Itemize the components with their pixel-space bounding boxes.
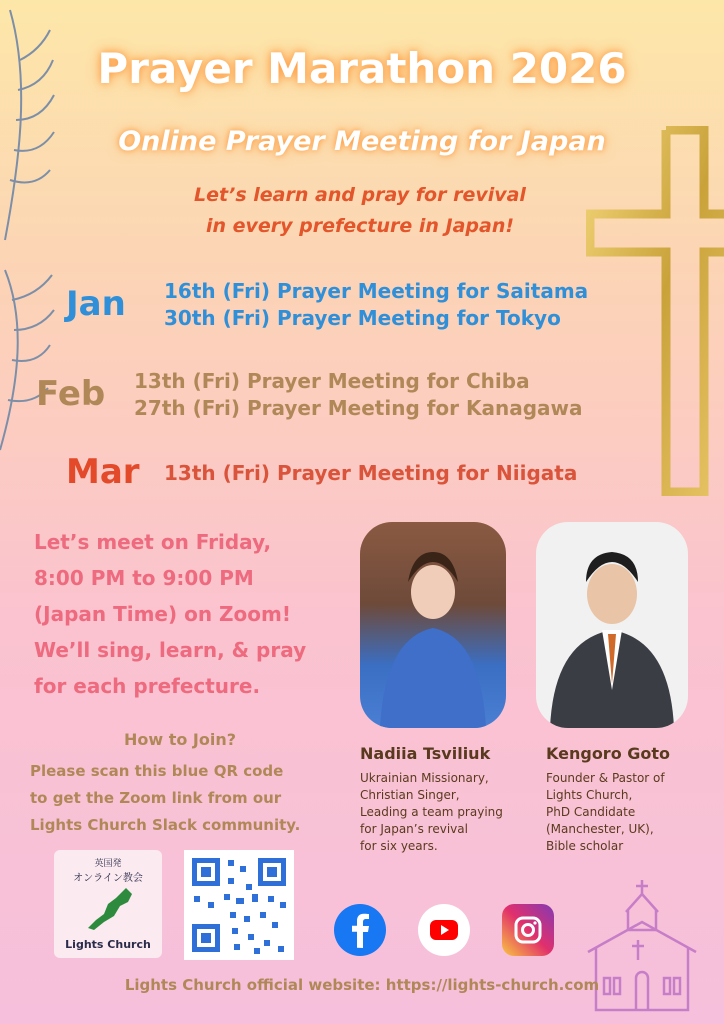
- event-item: 13th (Fri) Prayer Meeting for Niigata: [164, 461, 578, 485]
- bio-line: PhD Candidate: [546, 805, 636, 819]
- person-silhouette-icon: [536, 522, 688, 728]
- bio-line: Founder & Pastor of: [546, 771, 665, 785]
- logo-name: Lights Church: [65, 938, 151, 951]
- logo-text-line: オンライン教会: [73, 873, 143, 884]
- lights-church-logo: [54, 850, 162, 958]
- how-to-join-title: How to Join?: [123, 730, 237, 749]
- bio-line: for Japan’s revival: [360, 822, 468, 836]
- bio-line: Bible scholar: [546, 839, 624, 853]
- event-item: 16th (Fri) Prayer Meeting for Saitama: [164, 279, 589, 303]
- instagram-icon[interactable]: [502, 904, 554, 956]
- month-feb: Feb: [36, 374, 106, 414]
- qr-code[interactable]: [184, 850, 294, 960]
- footer-website: Lights Church official website: https://lights-church.com: [124, 976, 600, 994]
- gold-cross-icon: [586, 126, 724, 496]
- meeting-info-line: for each prefecture.: [34, 674, 261, 698]
- facebook-icon[interactable]: [334, 904, 386, 956]
- bio-line: Ukrainian Missionary,: [360, 771, 489, 785]
- month-jan: Jan: [66, 284, 126, 324]
- bio-line: for six years.: [360, 839, 438, 853]
- page-subtitle: Online Prayer Meeting for Japan: [118, 126, 606, 157]
- meeting-info-line: We’ll sing, learn, & pray: [34, 638, 307, 662]
- speaker-photo-kengoro: [536, 522, 688, 728]
- japan-map-icon: [78, 884, 138, 934]
- month-mar: Mar: [66, 452, 140, 492]
- tagline-line: in every prefecture in Japan!: [205, 215, 515, 237]
- logo-text-line: 英国発: [94, 859, 122, 869]
- meeting-info: [34, 524, 344, 704]
- meeting-info-line: (Japan Time) on Zoom!: [34, 602, 291, 626]
- how-to-join-line: to get the Zoom link from our: [30, 789, 282, 807]
- meeting-info-line: Let’s meet on Friday,: [34, 530, 272, 554]
- speaker-name: Nadiia Tsviliuk: [360, 744, 491, 763]
- event-item: 27th (Fri) Prayer Meeting for Kanagawa: [134, 396, 583, 420]
- how-to-join-text: [30, 758, 350, 839]
- speaker-bio: [360, 770, 530, 855]
- meeting-info-line: 8:00 PM to 9:00 PM: [34, 566, 254, 590]
- event-item: 13th (Fri) Prayer Meeting for Chiba: [134, 369, 530, 393]
- tagline-line: Let’s learn and pray for revival: [194, 184, 526, 206]
- page-title: Prayer Marathon 2026: [97, 44, 627, 93]
- bio-line: Christian Singer,: [360, 788, 460, 802]
- bio-line: Leading a team praying: [360, 805, 503, 819]
- speaker-bio: [546, 770, 716, 855]
- bio-line: (Manchester, UK),: [546, 822, 654, 836]
- how-to-join-line: Please scan this blue QR code: [30, 762, 284, 780]
- events-feb: [134, 368, 583, 422]
- tagline: [150, 180, 570, 242]
- events-mar: [164, 460, 577, 487]
- how-to-join-line: Lights Church Slack community.: [30, 816, 301, 834]
- speaker-name: Kengoro Goto: [546, 744, 671, 763]
- event-item: 30th (Fri) Prayer Meeting for Tokyo: [164, 306, 561, 330]
- bio-line: Lights Church,: [546, 788, 633, 802]
- youtube-icon[interactable]: [418, 904, 470, 956]
- speaker-photo-nadiia: [360, 522, 506, 728]
- person-silhouette-icon: [360, 522, 506, 728]
- events-jan: [164, 278, 588, 332]
